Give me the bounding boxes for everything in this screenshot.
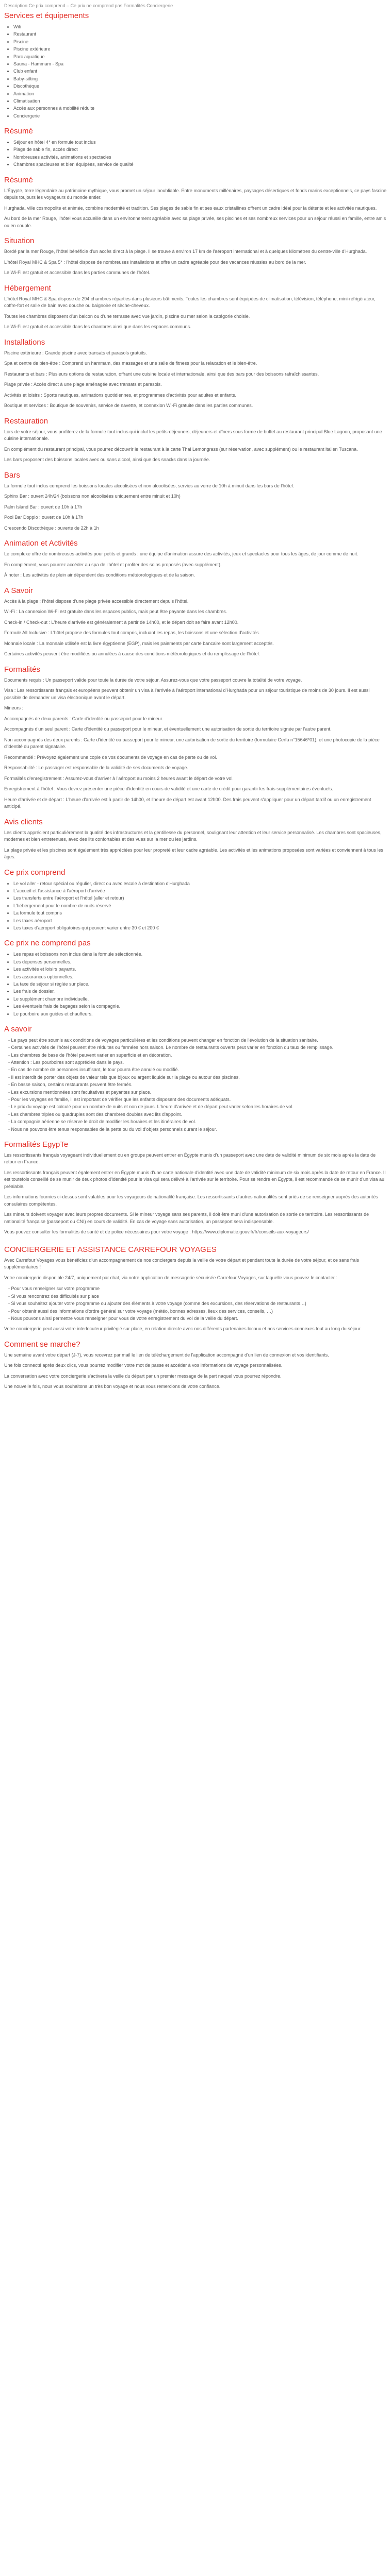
services-title: Services et équipements [4, 11, 89, 20]
list-item: - Les chambres triples ou quadruples sont des chambres doubles avec lits d'appoint. [8, 1111, 387, 1118]
paragraph: Pool Bar Doppio : ouvert de 10h à 17h [4, 515, 84, 520]
list-item: • La formule tout compris [13, 909, 387, 917]
list-item: • Le vol aller - retour spécial ou régulier, direct ou avec escale à destination d'Hurghada [13, 880, 387, 887]
list-item: • Accès aux personnes à mobilité réduite [13, 105, 387, 112]
paragraph: Certaines activités peuvent être modifiées ou annulées à cause des conditions météorologiques et du remplissage de l'hôtel. [4, 651, 260, 657]
list-item: - Attention : Les pourboires sont appréciés dans le pays. [8, 1059, 387, 1066]
paragraph: Responsabilité : Le passager est responsable de la validité de ses documents de voyage. [4, 765, 188, 771]
avis-title: Avis clients [4, 817, 43, 826]
contact-title: Comment se marche? [4, 1340, 80, 1349]
list-item: - La compagnie aérienne se réserve le droit de modifier les horaires et les itinéraires de vol. [8, 1118, 387, 1125]
a-savoir2-list [4, 1037, 387, 1133]
resume1-list [4, 139, 387, 168]
formalites2-title: Formalités EgypTe [4, 1140, 69, 1149]
paragraph: Heure d'arrivée et de départ : L'heure d'arrivée est à partir de 14h00, et l'heure de départ est avant 12h00. Des frais peuvent s'appliquer pour un départ tardif ou un enregistrement anticipé. [4, 796, 371, 809]
list-item: • Animation [13, 90, 387, 97]
list-item: • Les transferts entre l'aéroport et l'hôtel (aller et retour) [13, 894, 387, 902]
paragraph: Visa : Les ressortissants français et européens peuvent obtenir un visa à l'arrivée à l'aéroport international d'Hurghada pour un séjour touristique de moins de 30 jours. Il est aussi possible de demander un visa électronique avant le départ. [4, 688, 370, 700]
prix-comprend-title: Ce prix comprend [4, 868, 66, 877]
list-item: • Piscine extérieure [13, 45, 387, 53]
paragraph: Recommandé : Prévoyez également une copie de vos documents de voyage en cas de perte ou de vol. [4, 754, 217, 760]
avis-paragraphs [4, 829, 387, 861]
paragraph: Accompagnés de deux parents : Carte d'identité ou passeport pour le mineur. [4, 716, 164, 721]
breadcrumb[interactable]: Description Ce prix comprend – Ce prix ne comprend pas Formalités Conciergerie [4, 3, 173, 8]
paragraph: Lors de votre séjour, vous profiterez de la formule tout inclus qui inclut les petits-déjeuners, déjeuners et dîners sous forme de buffet au restaurant principal Blue Lagoon, proposant une cuisine internationale. [4, 429, 382, 442]
list-item: • Nombreuses activités, animations et spectacles [13, 154, 387, 161]
bars-paragraphs [4, 483, 387, 532]
a-savoir1-title: A Savoir [4, 586, 33, 595]
paragraph: Les ressortissants français voyageant individuellement ou en groupe peuvent entrer en Égypte munis d'un passeport avec une date de validité minimum de six mois après la date de retour en France. [4, 1152, 376, 1165]
hebergement-paragraphs [4, 296, 387, 331]
list-item: • Baby-sitting [13, 75, 387, 82]
list-item: - Nous ne pouvons être tenus responsables de la perte ou du vol d'objets personnels durant le séjour. [8, 1126, 387, 1133]
list-item: • Parc aquatique [13, 53, 387, 60]
conciergerie-footer: Votre conciergerie peut aussi votre interlocuteur privilégié sur place, en relation directe avec nos différents partenaires locaux et nos services connexes tout au long du séjour. [4, 1326, 362, 1332]
animation-title: Animation et Activités [4, 539, 78, 548]
list-item: • Les taxes aéroport [13, 917, 387, 924]
resume2-title: Résumé [4, 175, 33, 184]
list-item: • Climatisation [13, 97, 387, 105]
paragraph: L'Égypte, terre légendaire au patrimoine mythique, vous promet un séjour inoubliable. Entre monuments millénaires, paysages désertiques et fonds marins exceptionnels, ce pays fascine depuis toujours les voyageurs du monde entier. [4, 188, 387, 200]
resume1-title: Résumé [4, 127, 33, 136]
list-item: • Les assurances optionnelles. [13, 973, 387, 980]
paragraph: Les bars proposent des boissons locales avec ou sans alcool, ainsi que des snacks dans la journée. [4, 457, 210, 463]
list-item: - Les excursions mentionnées sont facultatives et payantes sur place. [8, 1089, 387, 1096]
list-item: • Chambres spacieuses et bien équipées, service de qualité [13, 161, 387, 168]
paragraph: Le complexe offre de nombreuses activités pour petits et grands : une équipe d'animation assure des activités, jeux et spectacles pour tous les âges, de jour comme de nuit. [4, 551, 359, 557]
list-item: • Les éventuels frais de bagages selon la compagnie. [13, 1003, 387, 1010]
list-item: - Nous pouvons ainsi permettre vous renseigner pour vous de votre enregistrement du vol de la veille du départ. [8, 1315, 387, 1322]
conciergerie-list [4, 1285, 387, 1322]
list-item: - Pour les voyages en famille, il est important de vérifier que les enfants disposent des documents adéquats. [8, 1096, 387, 1103]
paragraph: Au bord de la mer Rouge, l'hôtel vous accueille dans un environnement agréable avec sa plage privée, ses piscines et ses nombreux services pour un séjour réussi en famille, entre amis ou en couple. [4, 216, 386, 228]
resume2-paragraphs [4, 188, 387, 230]
paragraph: En complément du restaurant principal, vous pourrez découvrir le restaurant à la carte Thai Lemongrass (sur réservation, avec supplément) ou le restaurant italien Tuscana. [4, 446, 358, 452]
list-item: • Les frais de dossier. [13, 988, 387, 995]
paragraph: Accès à la plage : l'hôtel dispose d'une plage privée accessible directement depuis l'hôtel. [4, 598, 189, 604]
list-item: • Piscine [13, 38, 387, 45]
list-item: • Sauna - Hammam - Spa [13, 60, 387, 67]
paragraph: Enregistrement à l'hôtel : Vous devrez présenter une pièce d'identité en cours de validité et une carte de crédit pour garantir les frais supplémentaires éventuels. [4, 786, 333, 792]
paragraph: Palm Island Bar : ouvert de 10h à 17h [4, 504, 83, 510]
paragraph: Une semaine avant votre départ (J-7), vous recevrez par mail le lien de téléchargement de l'application accompagné d'un lien de connexion et vos identifiants. [4, 1352, 329, 1358]
paragraph: Spa et centre de bien-être : Comprend un hammam, des massages et une salle de fitness pour la relaxation et le bien-être. [4, 361, 257, 366]
paragraph: Bordé par la mer Rouge, l'hôtel bénéficie d'un accès direct à la plage. Il se trouve à environ 17 km de l'aéroport international et à quelques kilomètres du centre-ville d'Hurghada. [4, 249, 367, 255]
paragraph: Toutes les chambres disposent d'un balcon ou d'une terrasse avec vue jardin, piscine ou mer selon la catégorie choisie. [4, 313, 250, 319]
paragraph: Activités et loisirs : Sports nautiques, animations quotidiennes, et programmes d'activités pour adultes et enfants. [4, 392, 236, 398]
paragraph: Hurghada, ville cosmopolite et animée, combine modernité et tradition. Ses plages de sable fin et ses eaux cristallines offrent un cadre idéal pour la détente et les activités nautiques. [4, 205, 377, 211]
list-item: • Les repas et boissons non inclus dans la formule sélectionnée. [13, 951, 387, 958]
paragraph: Les mineurs doivent voyager avec leurs propres documents. Si le mineur voyage sans ses parents, il doit être muni d'une autorisation de sortie de territoire. Les ressortissants de nationalité française (passeport ou CNI) en cours de validité. En cas de voyage sans autorisation, un passeport sera indispensable. [4, 1212, 369, 1224]
paragraph: À noter : Les activités de plein air dépendent des conditions météorologiques et de la saison. [4, 572, 195, 578]
installations-paragraphs [4, 350, 387, 410]
list-item: - Il est interdit de porter des objets de valeur tels que bijoux ou argent liquide sur la plage ou autour des piscines. [8, 1074, 387, 1081]
paragraph: Votre conciergerie disponible 24/7, uniquement par chat, via notre application de messagerie sécurisée Carrefour Voyages, sur laquelle vous pouvez le contacter : [4, 1275, 337, 1280]
prix-ne-comprend-list [4, 951, 387, 1018]
list-item: - En cas de nombre de personnes insuffisant, le tour pourra être annulé ou modifié. [8, 1066, 387, 1073]
paragraph: Monnaie locale : La monnaie utilisée est la livre égyptienne (EGP), mais les paiements par carte bancaire sont largement acceptés. [4, 640, 274, 646]
list-item: • Les taxes d'aéroport obligatoires qui peuvent varier entre 30 € et 200 € [13, 924, 387, 931]
list-item: • L'accueil et l'assistance à l'aéroport d'arrivée [13, 887, 387, 894]
paragraph: Plage privée : Accès direct à une plage aménagée avec transats et parasols. [4, 382, 162, 387]
animation-paragraphs [4, 551, 387, 579]
installations-title: Installations [4, 337, 45, 347]
paragraph: Les clients apprécient particulièrement la qualité des infrastructures et la gentillesse du personnel, soulignant leur attention et leur service personnalisé. Les chambres sont spacieuses, modernes et bien entretenues, avec des lits confortables et des vues sur la mer ou les jardins. [4, 829, 382, 842]
paragraph: Les informations fournies ci-dessus sont valables pour les voyageurs de nationalité française. Les ressortissants d'autres nationalités sont priés de se renseigner auprès des autorités consulaires compétentes. [4, 1194, 378, 1207]
formalites1-paragraphs [4, 677, 387, 810]
contact-paragraphs [4, 1352, 387, 1391]
list-item: • Les activités et loisirs payants. [13, 965, 387, 973]
hebergement-title: Hébergement [4, 283, 51, 293]
formalites1-title: Formalités [4, 665, 41, 674]
list-item: - Les chambres de base de l'hôtel peuvent varier en superficie et en décoration. [8, 1052, 387, 1059]
paragraph: Formalités d'enregistrement : Assurez-vous d'arriver à l'aéroport au moins 2 heures avant le départ de votre vol. [4, 775, 234, 781]
paragraph: La plage privée et les piscines sont également très appréciées pour leur propreté et leur cadre agréable. Les activités et les animations proposées sont variées et conviennent à tous les âges. [4, 847, 383, 860]
list-item: - Si vous souhaitez ajouter votre programme ou ajouter des éléments à votre voyage (comme des excursions, des réservations de restaurants…) [8, 1300, 387, 1307]
conciergerie-paragraphs [4, 1257, 387, 1282]
paragraph: La formule tout inclus comprend les boissons locales alcoolisées et non alcoolisées, servies au verre de 10h à minuit dans les bars de l'hôtel. [4, 483, 295, 488]
paragraph: Non accompagnés des deux parents : Carte d'identité ou passeport pour le mineur, une autorisation de sortie du territoire (formulaire Cerfa n°15646*01), et une photocopie de la pièce d'identité du parent signataire. [4, 737, 380, 750]
bars-title: Bars [4, 470, 20, 480]
paragraph: Mineurs : [4, 705, 24, 711]
list-item: • Le supplément chambre individuelle. [13, 995, 387, 1003]
restauration-title: Restauration [4, 416, 48, 426]
restauration-paragraphs [4, 429, 387, 464]
list-item: - Pour obtenir aussi des informations d'ordre général sur votre voyage (météo, bonnes adresses, lieux des services, conseils, …) [8, 1308, 387, 1315]
list-item: - Si vous rencontrez des difficultés sur place [8, 1293, 387, 1300]
paragraph: Vous pouvez consulter les formalités de santé et de police nécessaires pour votre voyage : https://www.diplomatie.gouv.fr/fr/conseils-aux-voyageurs/ [4, 1229, 309, 1235]
paragraph: Avec Carrefour Voyages vous bénéficiez d'un accompagnement de nos conciergers depuis la veille de votre départ et pendant toute la durée de votre séjour, et ce sans frais supplémentaires ! [4, 1257, 359, 1270]
paragraph: Le Wi-Fi est gratuit et accessible dans les chambres ainsi que dans les espaces communs. [4, 324, 191, 330]
a-savoir1-paragraphs [4, 598, 387, 658]
paragraph: La conversation avec votre conciergerie s'activera la veille du départ par un premier message de la part naquel vous pourrez répondre. [4, 1373, 282, 1379]
paragraph: Documents requis : Un passeport valide pour toute la durée de votre séjour. Assurez-vous que votre passeport couvre la totalité de votre voyage. [4, 677, 302, 683]
list-item: • Discothèque [13, 82, 387, 90]
prix-ne-comprend-title: Ce prix ne comprend pas [4, 939, 91, 948]
paragraph: Check-in / Check-out : L'heure d'arrivée est généralement à partir de 14h00, et le départ doit se faire avant 12h00. [4, 619, 239, 625]
list-item: • Wifi [13, 23, 387, 30]
situation-paragraphs [4, 248, 387, 277]
paragraph: Wi-Fi : La connexion Wi-Fi est gratuite dans les espaces publics, mais peut être payante dans les chambres. [4, 609, 227, 615]
a-savoir2-title: A savoir [4, 1024, 32, 1033]
paragraph: Une nouvelle fois, nous vous souhaitons un très bon voyage et nous vous remercions de votre confiance. [4, 1384, 221, 1389]
paragraph: Restaurants et bars : Plusieurs options de restauration, offrant une cuisine locale et internationale, ainsi que des bars pour des boissons rafraîchissantes. [4, 371, 319, 377]
paragraph: Crescendo Discothèque : ouverte de 22h à 1h [4, 525, 99, 531]
paragraph: L'hôtel Royal MHC & Spa dispose de 294 chambres réparties dans plusieurs bâtiments. Toutes les chambres sont équipées de climatisation, télévision, téléphone, mini-réfrigérateur, coffre-fort et salle de bain avec douche ou baignoire et sèche-cheveux. [4, 296, 376, 309]
list-item: • Plage de sable fin, accès direct [13, 146, 387, 153]
paragraph: Sphinx Bar : ouvert 24h/24 (boissons non alcoolisées uniquement entre minuit et 10h) [4, 494, 181, 499]
paragraph: Les ressortissants français peuvent également entrer en Égypte munis d'une carte nationale d'identité avec une date de validité minimum de six mois après la date de retour en France. Il est toutefois conseillé de se munir de deux photos d'identité pour le visa qui sera délivré à l'arrivée sur le territoire. Pour se rendre en Égypte, il est recommandé de se munir d'un visa au préalable. [4, 1170, 386, 1189]
situation-title: Situation [4, 236, 35, 246]
list-item: • La taxe de séjour si réglée sur place. [13, 980, 387, 988]
paragraph: En complément, vous pourrez accéder au spa de l'hôtel et profiter des soins proposés (avec supplément). [4, 562, 222, 567]
paragraph: Formule All Inclusive : L'hôtel propose des formules tout compris, incluant les repas, les boissons et une sélection d'activités. [4, 630, 260, 636]
conciergerie-title: CONCIERGERIE ET ASSISTANCE CARREFOUR VOYAGES [4, 1245, 217, 1254]
list-item: • Les dépenses personnelles. [13, 958, 387, 965]
list-item: - Le prix du voyage est calculé pour un nombre de nuits et non de jours. L'heure d'arrivée et de départ peut varier selon les horaires de vol. [8, 1103, 387, 1110]
list-item: • Le pourboire aux guides et chauffeurs. [13, 1010, 387, 1018]
list-item: • L'hébergement pour le nombre de nuits réservé [13, 902, 387, 909]
services-list [4, 23, 387, 120]
list-item: - Certaines activités de l'hôtel peuvent être réduites ou fermées hors saison. Le nombre de restaurants ouverts peut varier en fonction du taux de remplissage. [8, 1044, 387, 1051]
list-item: - En basse saison, certains restaurants peuvent être fermés. [8, 1081, 387, 1088]
paragraph: Accompagnés d'un seul parent : Carte d'identité ou passeport pour le mineur, et éventuellement une autorisation de sortie du territoire signée par l'autre parent. [4, 726, 332, 732]
paragraph: Une fois connecté après deux clics, vous pourrez modifier votre mot de passe et accéder à vos informations de voyage personnalisées. [4, 1363, 283, 1368]
paragraph: Boutique et services : Boutique de souvenirs, service de navette, et connexion Wi-Fi gratuite dans les parties communes. [4, 403, 253, 409]
list-item: • Conciergerie [13, 112, 387, 120]
paragraph: L'hôtel Royal MHC & Spa 5* : l'hôtel dispose de nombreuses installations et offre un cadre agréable pour des vacances réussies au bord de la mer. [4, 259, 306, 265]
list-item: • Séjour en hôtel 4* en formule tout inclus [13, 139, 387, 146]
list-item: - Le pays peut être soumis aux conditions de voyages particulières et les conditions peuvent changer en fonction de l'évolution de la situation sanitaire. [8, 1037, 387, 1044]
paragraph: Piscine extérieure : Grande piscine avec transats et parasols gratuits. [4, 350, 147, 355]
list-item: - Pour vous renseigner sur votre programme [8, 1285, 387, 1292]
paragraph: Le Wi-Fi est gratuit et accessible dans les parties communes de l'hôtel. [4, 270, 150, 276]
formalites2-paragraphs [4, 1152, 387, 1236]
list-item: • Club enfant [13, 67, 387, 75]
prix-comprend-list [4, 880, 387, 932]
list-item: • Restaurant [13, 30, 387, 38]
